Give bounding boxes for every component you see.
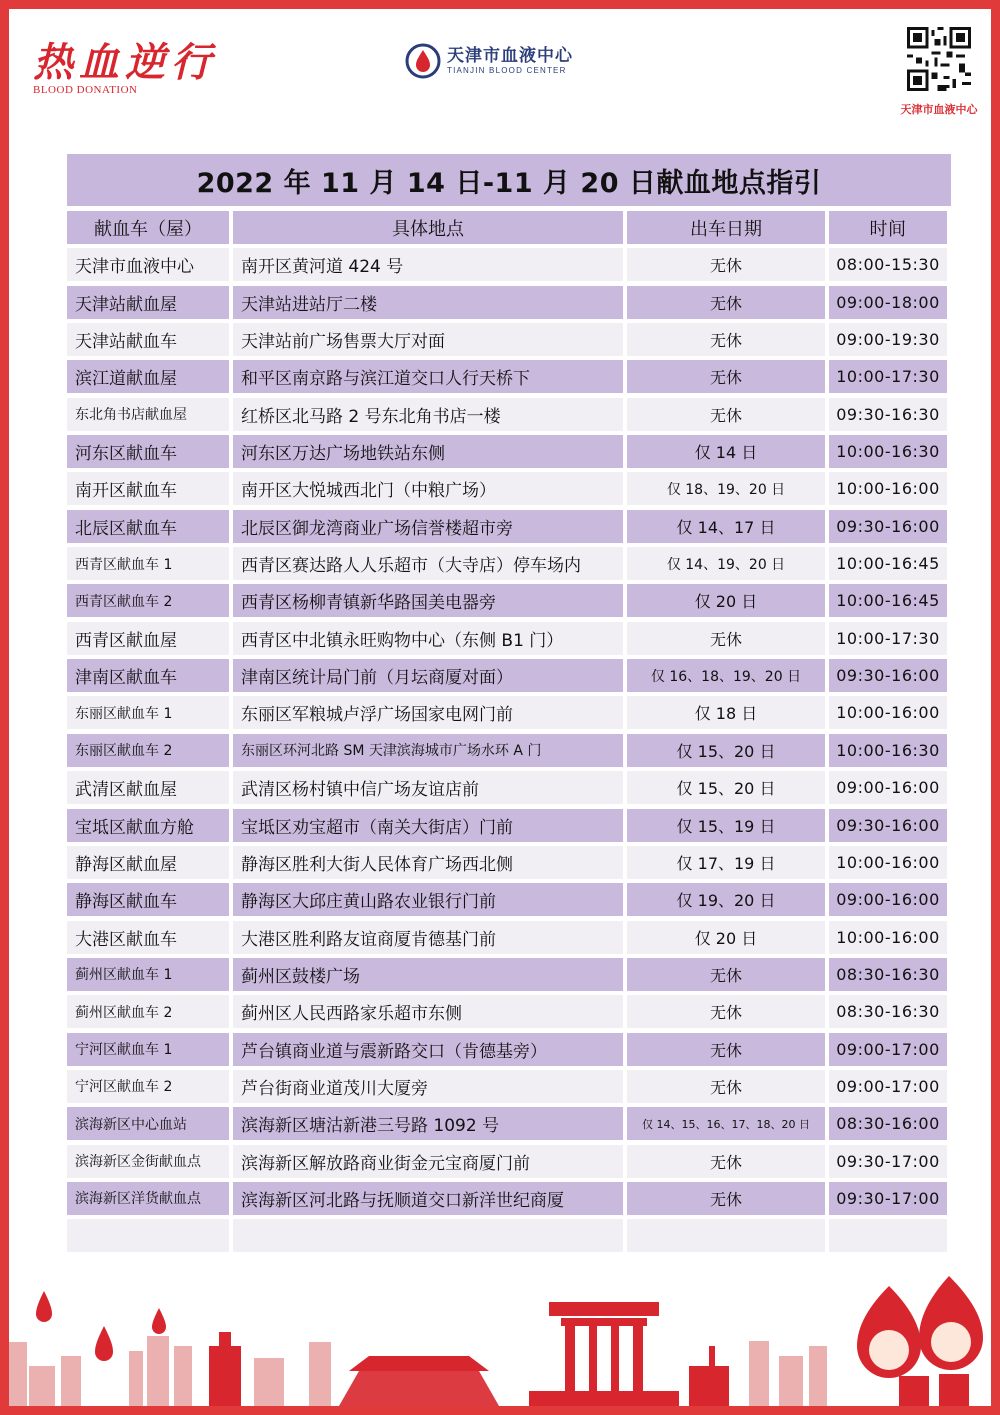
site-cell: 静海区献血车 <box>67 883 229 916</box>
site-cell: 天津站献血车 <box>67 323 229 356</box>
hours-cell: 09:30-17:00 <box>829 1182 947 1215</box>
site-cell: 宝坻区献血方舱 <box>67 809 229 842</box>
site-cell: 西青区献血车 2 <box>67 584 229 617</box>
table-row <box>67 734 951 767</box>
hours-cell: 10:00-16:45 <box>829 584 947 617</box>
hours-cell: 10:00-16:00 <box>829 696 947 729</box>
address-cell: 东丽区军粮城卢浮广场国家电网门前 <box>233 696 623 729</box>
dates-cell: 无休 <box>627 995 825 1028</box>
address-cell: 武清区杨村镇中信广场友谊店前 <box>233 771 623 804</box>
city-skyline-illustration <box>9 1246 991 1406</box>
center-name-en: TIANJIN BLOOD CENTER <box>447 66 567 75</box>
dates-cell: 仅 15、20 日 <box>627 734 825 767</box>
dates-cell: 仅 18、19、20 日 <box>627 472 825 505</box>
table-row <box>67 1033 951 1066</box>
center-name-zh: 天津市血液中心 <box>447 46 573 66</box>
address-cell: 南开区黄河道 424 号 <box>233 248 623 281</box>
dates-cell: 无休 <box>627 1070 825 1103</box>
site-cell: 宁河区献血车 2 <box>67 1070 229 1103</box>
table-row <box>67 286 951 319</box>
column-header-site: 献血车（屋） <box>67 211 229 244</box>
hours-cell: 09:00-18:00 <box>829 286 947 319</box>
brand-subtitle: BLOOD DONATION <box>33 84 138 96</box>
site-cell: 蓟州区献血车 1 <box>67 958 229 991</box>
table-row <box>67 547 951 580</box>
site-cell: 蓟州区献血车 2 <box>67 995 229 1028</box>
dates-cell: 无休 <box>627 248 825 281</box>
hours-cell: 10:00-16:00 <box>829 472 947 505</box>
dates-cell: 仅 14、15、16、17、18、20 日 <box>627 1107 825 1140</box>
table-row <box>67 584 951 617</box>
address-cell: 蓟州区鼓楼广场 <box>233 958 623 991</box>
hours-cell: 10:00-16:30 <box>829 734 947 767</box>
qr-block <box>889 27 989 117</box>
dates-cell: 无休 <box>627 286 825 319</box>
table-row <box>67 958 951 991</box>
table-row <box>67 809 951 842</box>
blood-drop-logo-icon <box>405 43 441 79</box>
address-cell: 东丽区环河北路 SM 天津滨海城市广场水环 A 门 <box>233 734 623 767</box>
dates-cell: 无休 <box>627 1033 825 1066</box>
hours-cell: 09:30-17:00 <box>829 1145 947 1178</box>
blood-donation-logo <box>33 31 253 101</box>
column-header-address: 具体地点 <box>233 211 623 244</box>
hours-cell: 10:00-16:00 <box>829 921 947 954</box>
site-cell: 西青区献血屋 <box>67 622 229 655</box>
table-row <box>67 510 951 543</box>
dates-cell: 仅 16、18、19、20 日 <box>627 659 825 692</box>
hours-cell: 09:00-19:30 <box>829 323 947 356</box>
dates-cell: 仅 14 日 <box>627 435 825 468</box>
site-cell: 滨海新区中心血站 <box>67 1107 229 1140</box>
header <box>9 9 991 139</box>
address-cell: 滨海新区解放路商业街金元宝商厦门前 <box>233 1145 623 1178</box>
dates-cell: 无休 <box>627 1145 825 1178</box>
brand-calligraphy: 热血逆行 <box>33 39 217 86</box>
site-cell: 滨海新区洋货献血点 <box>67 1182 229 1215</box>
dates-cell: 仅 20 日 <box>627 584 825 617</box>
address-cell: 芦台镇商业道与震新路交口（肯德基旁） <box>233 1033 623 1066</box>
table-row <box>67 1182 951 1215</box>
address-cell: 天津站前广场售票大厅对面 <box>233 323 623 356</box>
address-cell: 北辰区御龙湾商业广场信誉楼超市旁 <box>233 510 623 543</box>
dates-cell: 仅 15、20 日 <box>627 771 825 804</box>
table-row <box>67 1070 951 1103</box>
hours-cell: 10:00-17:30 <box>829 622 947 655</box>
dates-cell: 仅 14、19、20 日 <box>627 547 825 580</box>
blood-drop-icon <box>36 1291 52 1322</box>
site-cell: 天津站献血屋 <box>67 286 229 319</box>
site-cell: 滨海新区金街献血点 <box>67 1145 229 1178</box>
table-row <box>67 696 951 729</box>
hours-cell: 10:00-17:30 <box>829 360 947 393</box>
site-cell: 滨江道献血屋 <box>67 360 229 393</box>
address-cell: 蓟州区人民西路家乐超市东侧 <box>233 995 623 1028</box>
table-row <box>67 1107 951 1140</box>
site-cell: 武清区献血屋 <box>67 771 229 804</box>
dates-cell: 仅 14、17 日 <box>627 510 825 543</box>
address-cell: 芦台街商业道茂川大厦旁 <box>233 1070 623 1103</box>
address-cell: 宝坻区劝宝超市（南关大街店）门前 <box>233 809 623 842</box>
address-cell: 红桥区北马路 2 号东北角书店一楼 <box>233 398 623 431</box>
table-row <box>67 995 951 1028</box>
site-cell: 西青区献血车 1 <box>67 547 229 580</box>
hours-cell: 08:30-16:30 <box>829 995 947 1028</box>
hours-cell: 09:30-16:00 <box>829 510 947 543</box>
hours-cell: 08:30-16:30 <box>829 958 947 991</box>
hours-cell: 09:30-16:00 <box>829 659 947 692</box>
address-cell: 西青区赛达路人人乐超市（大寺店）停车场内 <box>233 547 623 580</box>
site-cell: 北辰区献血车 <box>67 510 229 543</box>
column-header-hours: 时间 <box>829 211 947 244</box>
hours-cell: 10:00-16:30 <box>829 435 947 468</box>
table-row <box>67 435 951 468</box>
site-cell: 东北角书店献血屋 <box>67 398 229 431</box>
dates-cell: 无休 <box>627 398 825 431</box>
table-row <box>67 659 951 692</box>
dates-cell: 仅 19、20 日 <box>627 883 825 916</box>
address-cell: 静海区胜利大街人民体育广场西北侧 <box>233 846 623 879</box>
tianjin-blood-center-logo <box>405 41 573 81</box>
table-row <box>67 248 951 281</box>
site-cell: 东丽区献血车 2 <box>67 734 229 767</box>
dates-cell: 无休 <box>627 622 825 655</box>
dates-cell: 仅 15、19 日 <box>627 809 825 842</box>
table-row <box>67 883 951 916</box>
hours-cell: 09:00-16:00 <box>829 883 947 916</box>
dates-cell: 仅 17、19 日 <box>627 846 825 879</box>
address-cell: 西青区杨柳青镇新华路国美电器旁 <box>233 584 623 617</box>
address-cell: 西青区中北镇永旺购物中心（东侧 B1 门） <box>233 622 623 655</box>
table-title: 2022 年 11 月 14 日-11 月 20 日献血地点指引 <box>67 154 951 206</box>
table-header-row <box>67 211 951 244</box>
blood-drop-icon <box>152 1308 166 1334</box>
mascot-illustration <box>857 1276 983 1406</box>
dates-cell: 无休 <box>627 323 825 356</box>
dates-cell: 仅 18 日 <box>627 696 825 729</box>
address-cell: 和平区南京路与滨江道交口人行天桥下 <box>233 360 623 393</box>
address-cell: 滨海新区河北路与抚顺道交口新洋世纪商厦 <box>233 1182 623 1215</box>
address-cell: 津南区统计局门前（月坛商厦对面） <box>233 659 623 692</box>
table-row <box>67 323 951 356</box>
address-cell: 静海区大邱庄黄山路农业银行门前 <box>233 883 623 916</box>
dates-cell: 仅 20 日 <box>627 921 825 954</box>
schedule-table <box>67 154 951 1257</box>
address-cell: 大港区胜利路友谊商厦肯德基门前 <box>233 921 623 954</box>
dates-cell: 无休 <box>627 958 825 991</box>
table-row <box>67 921 951 954</box>
hours-cell: 09:00-17:00 <box>829 1033 947 1066</box>
site-cell: 河东区献血车 <box>67 435 229 468</box>
hours-cell: 09:30-16:00 <box>829 809 947 842</box>
hours-cell: 10:00-16:45 <box>829 547 947 580</box>
site-cell: 宁河区献血车 1 <box>67 1033 229 1066</box>
hours-cell: 09:30-16:30 <box>829 398 947 431</box>
address-cell: 滨海新区塘沽新港三号路 1092 号 <box>233 1107 623 1140</box>
hours-cell: 09:00-16:00 <box>829 771 947 804</box>
table-row <box>67 622 951 655</box>
hours-cell: 08:00-15:30 <box>829 248 947 281</box>
hours-cell: 10:00-16:00 <box>829 846 947 879</box>
column-header-dates: 出车日期 <box>627 211 825 244</box>
hours-cell: 08:30-16:00 <box>829 1107 947 1140</box>
address-cell: 河东区万达广场地铁站东侧 <box>233 435 623 468</box>
blood-drop-icon <box>95 1326 113 1361</box>
table-row <box>67 360 951 393</box>
qr-code-icon <box>907 27 971 91</box>
site-cell: 南开区献血车 <box>67 472 229 505</box>
dates-cell: 无休 <box>627 1182 825 1215</box>
address-cell: 天津站进站厅二楼 <box>233 286 623 319</box>
table-row <box>67 846 951 879</box>
dates-cell: 无休 <box>627 360 825 393</box>
qr-caption: 天津市血液中心 <box>900 103 978 116</box>
table-row <box>67 398 951 431</box>
table-grid <box>67 211 951 1252</box>
table-row <box>67 472 951 505</box>
table-row <box>67 771 951 804</box>
site-cell: 天津市血液中心 <box>67 248 229 281</box>
site-cell: 津南区献血车 <box>67 659 229 692</box>
site-cell: 东丽区献血车 1 <box>67 696 229 729</box>
site-cell: 静海区献血屋 <box>67 846 229 879</box>
address-cell: 南开区大悦城西北门（中粮广场） <box>233 472 623 505</box>
table-row <box>67 1145 951 1178</box>
site-cell: 大港区献血车 <box>67 921 229 954</box>
hours-cell: 09:00-17:00 <box>829 1070 947 1103</box>
